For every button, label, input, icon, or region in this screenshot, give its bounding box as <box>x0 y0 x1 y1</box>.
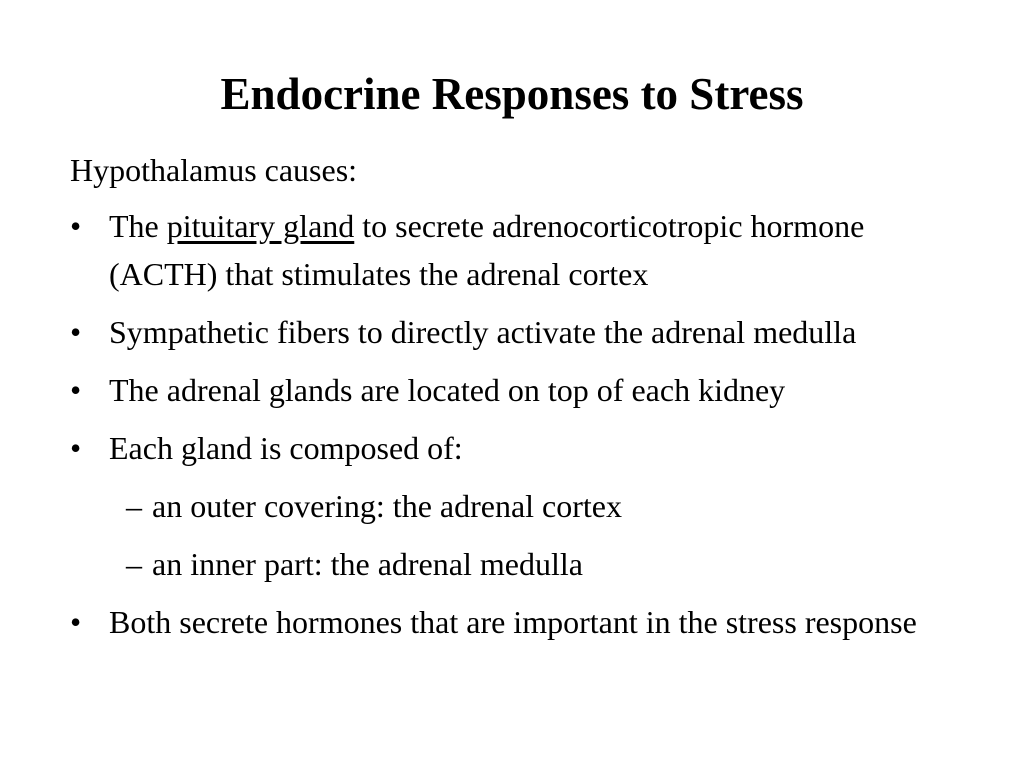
bullet-text: Each gland is composed of: <box>109 430 463 466</box>
bullet-icon: • <box>70 314 82 350</box>
sub-bullet-item <box>70 540 970 588</box>
sub-bullet-text: an inner part: the adrenal medulla <box>152 546 583 582</box>
dash-icon: – <box>126 488 142 524</box>
slide-title: Endocrine Responses to Stress <box>220 69 804 119</box>
bullet-text: Both secrete hormones that are important in the stress response <box>109 604 917 640</box>
dash-icon: – <box>126 546 142 582</box>
bullet-icon: • <box>70 372 82 408</box>
bullet-text: The adrenal glands are located on top of each kidney <box>109 372 786 408</box>
bullet-icon: • <box>70 604 82 640</box>
bullet-item <box>70 366 970 414</box>
slide-body <box>70 146 970 656</box>
intro-text: Hypothalamus causes: <box>70 152 358 188</box>
sub-bullet-item <box>70 482 970 530</box>
bullet-text: Sympathetic fibers to directly activate the adrenal medulla <box>109 314 857 350</box>
bullet-icon: • <box>70 208 82 244</box>
bullet-item <box>70 308 970 356</box>
bullet-item <box>70 424 970 472</box>
bullet-text-before: The <box>109 208 167 244</box>
pituitary-gland-term: pituitary gland <box>166 208 355 244</box>
sub-bullet-text: an outer covering: the adrenal cortex <box>152 488 622 524</box>
bullet-icon: • <box>70 430 82 466</box>
bullet-text-after: to secrete adrenocorticotropic hormone (ACTH) that stimulates the adrenal cortex <box>109 208 865 292</box>
bullet-item <box>70 202 970 298</box>
bullet-item <box>70 598 970 646</box>
